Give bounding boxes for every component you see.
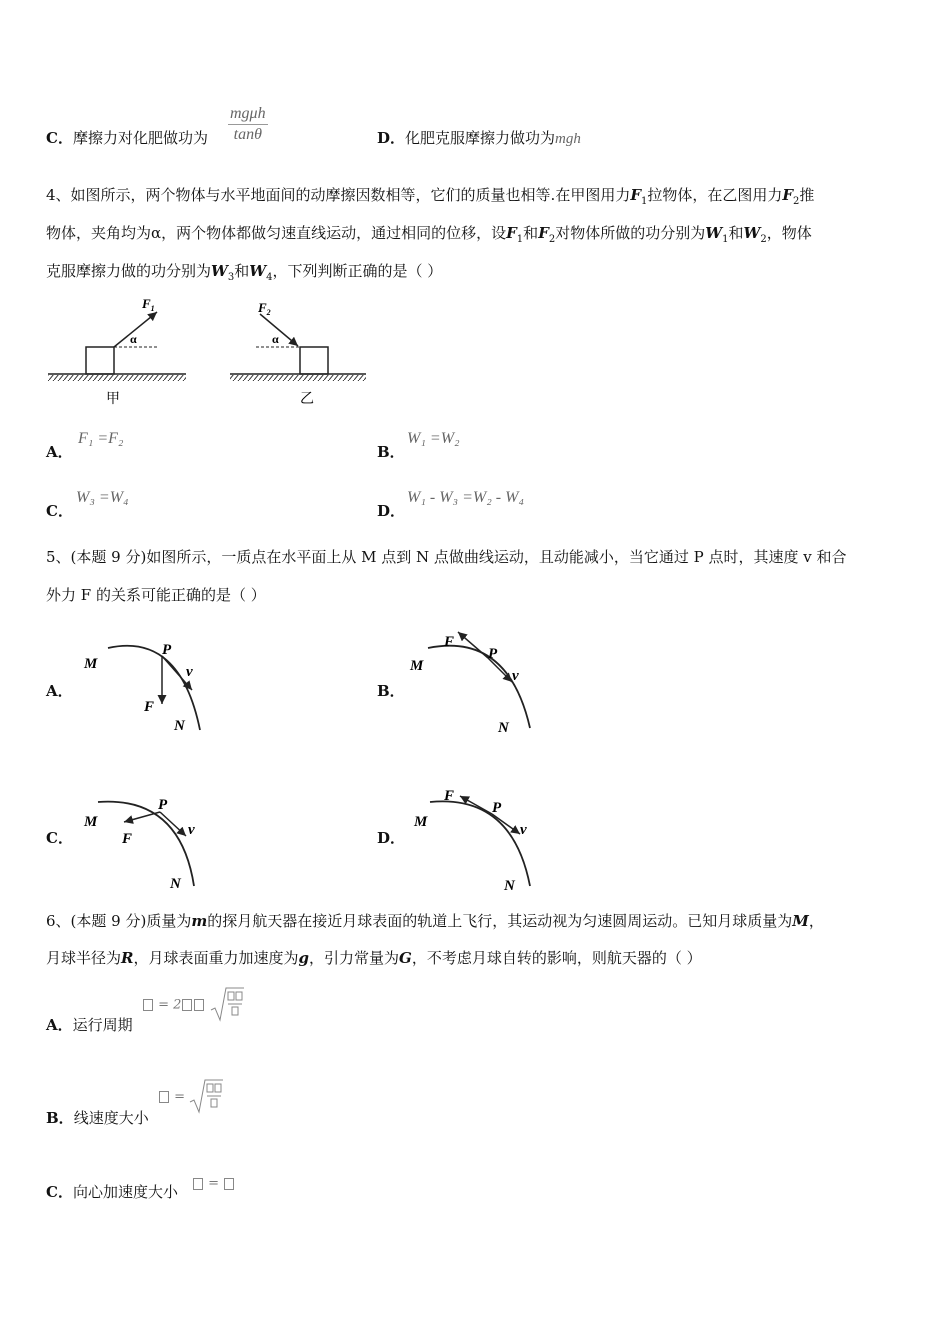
trajectory [428,646,530,728]
q6-stem-text: ，不考虑月球自转的影响，则航天器的（ ） [411,949,702,967]
q4-w4: W [249,262,267,280]
q3-option-c-label: C． [46,129,73,147]
q5-option-d-label: D． [377,829,406,847]
q4-option-d-formula: W₁ - W₃ =W₂ - W₄ [407,489,525,506]
q4-w3-sub: 3 [227,272,235,283]
q6-option-a-label: A． [46,1016,73,1034]
q4-f1: F [506,224,517,242]
q3-option-c [46,128,208,148]
label-p: P [162,642,172,658]
q3-option-c-numerator: mgμh [228,104,268,125]
q6-option-c-label: C． [46,1183,73,1201]
label-v: v [520,822,527,838]
q6-stem-line2 [46,948,908,968]
q4-stem-text: 物体，夹角均为α，两个物体都做匀速直线运动，通过相同的位移，设 [46,224,507,242]
q3-option-c-formula [228,104,268,145]
force-arrow [460,796,492,814]
force-arrow [124,812,160,822]
placeholder-glyph [193,1178,203,1190]
q6-option-a [46,1015,133,1035]
q3-option-d-text: 化肥克服摩擦力做功为 [405,129,556,147]
label-alpha-yi: α [272,332,279,346]
q5-stem-line1: 5、(本题 9 分)如图所示，一质点在水平面上从 M 点到 N 点做曲线运动，且动能减小，当它通过 P 点时，其速度 v 和合 [46,548,847,566]
q5-figure-a [80,632,220,742]
q6-option-c-text: 向心加速度大小 [72,1183,178,1201]
q4-stem-text: 和 [234,262,250,280]
q6-option-b-formula [158,1078,223,1116]
q6-stem-text: ， [808,912,824,930]
q4-stem-text: 4、如图所示，两个物体与水平地面间的动摩擦因数相等，它们的质量也相等.在甲图用力 [46,186,631,204]
q4-stem-text: ，物体 [766,224,812,242]
q4-w1-sub: 1 [722,234,729,245]
q6-option-c-formula-mid: = [208,1176,220,1191]
q3-option-c-denominator: tanθ [233,126,262,143]
q4-f2: F [782,186,794,204]
q3-option-c-text: 摩擦力对化肥做功为 [72,129,208,147]
q5-figure-d [408,782,548,894]
q6-stem-text: 月球半径为 [46,949,122,967]
q4-stem-line1 [46,185,908,212]
q4-option-d-label: D． [377,502,406,520]
q3-option-d-formula: mgh [555,131,581,147]
label-n: N [174,718,185,734]
q4-option-c-label: C． [46,502,73,520]
label-n: N [170,876,181,892]
label-m: M [414,814,428,830]
q4-stem-text: 克服摩擦力做的功分别为 [46,262,212,280]
q4-option-b-formula: W₁ =W₂ [407,430,460,447]
q6-stem-text: 6、(本题 9 分)质量为 [46,912,192,930]
q6-stem-text: 的探月航天器在接近月球表面的轨道上飞行，其运动视为匀速圆周运动。已知月球质量为 [207,912,793,930]
q6-stem-text: ，引力常量为 [309,949,400,967]
q4-stem-text: ，下列判断正确的是（ ） [272,262,443,280]
trajectory [98,802,194,886]
trajectory [430,801,530,886]
q4-w4-sub: 4 [266,272,273,283]
fig-yi [230,300,366,407]
label-n: N [498,720,509,736]
q4-w2-sub: 2 [760,234,767,245]
force-arrow-f2 [260,314,298,346]
placeholder-glyph [182,999,192,1011]
label-f: F [444,788,455,804]
q4-stem-line3 [46,261,908,288]
q4-stem-text: 和 [728,224,744,242]
label-m: M [410,658,424,674]
q5-option-a-label: A． [46,682,73,700]
sqrt-icon [189,1078,223,1116]
label-f: F [444,634,455,650]
q4-stem-text: 和 [523,224,539,242]
q5-option-b-label: B． [377,682,405,700]
q4-f2: F [538,224,549,242]
q4-stem-text: 推 [799,186,815,204]
q4-w1: W [705,224,723,242]
q4-w2: W [743,224,761,242]
q4-option-a-formula: F₁ =F₂ [78,430,124,447]
q4-option-b-label: B． [377,443,405,461]
q4-f1-sub: 1 [640,196,648,207]
placeholder-glyph [143,999,153,1011]
q6-R: R [121,949,134,967]
placeholder-glyph [159,1091,169,1103]
q5-figure-c [80,792,220,892]
q6-m: m [191,912,208,930]
sqrt-icon [210,986,244,1024]
velocity-arrow [492,814,520,834]
q4-option-c-formula: W₃ =W₄ [76,489,129,506]
q4-figures [44,290,374,410]
label-v: v [186,664,193,680]
q3-option-d [377,128,581,149]
label-p: P [492,800,502,816]
trajectory [108,646,200,730]
label-f2: $F_2$ [258,300,271,317]
q6-option-c-formula [192,1176,235,1191]
block-jia [86,347,114,374]
q4-f1: F [630,186,641,204]
q4-f2-sub: 2 [793,196,800,207]
q4-stem-text: 拉物体，在乙图用力 [647,186,783,204]
q5-option-c-label: C． [46,829,73,847]
q6-option-b-text: 线速度大小 [73,1109,149,1127]
q6-option-b-formula-mid: = [174,1089,186,1105]
q6-option-b-label: B． [46,1109,74,1127]
q6-stem-text: ，月球表面重力加速度为 [133,949,299,967]
block-yi [300,347,328,374]
placeholder-glyph [224,1178,234,1190]
q4-w3: W [211,262,228,280]
q5-figure-b [408,628,548,740]
q6-option-b [46,1108,149,1128]
placeholder-glyph [194,999,204,1011]
label-n: N [504,878,515,894]
label-f: F [122,831,133,847]
q4-f2-sub: 2 [548,234,556,245]
q6-option-c [46,1182,178,1202]
q6-option-a-formula-mid: = 2 [158,997,182,1013]
q6-stem-line1 [46,911,908,931]
fig-jia [48,296,186,407]
q6-M: M [792,912,809,930]
label-v: v [512,668,519,684]
force-arrow [458,632,488,658]
label-p: P [488,646,498,662]
label-p: P [158,797,168,813]
q4-f1-sub: 1 [516,234,524,245]
q4-option-a-label: A． [46,443,73,461]
label-v: v [188,822,195,838]
label-f: F [144,699,155,715]
velocity-arrow [160,812,186,836]
caption-jia: 甲 [106,392,120,407]
label-alpha-jia: α [130,332,137,346]
q3-option-d-label: D． [377,129,406,147]
caption-yi: 乙 [300,392,314,407]
label-f1: $F_1$ [142,296,155,313]
q6-option-a-formula [142,986,244,1024]
q6-option-a-text: 运行周期 [72,1016,133,1034]
q6-G: G [399,949,412,967]
label-m: M [84,814,98,830]
q4-stem-text: 对物体所做的功分别为 [555,224,706,242]
label-m: M [84,656,98,672]
q4-stem-line2 [46,223,908,250]
q6-g: g [298,949,309,967]
q5-stem-line2: 外力 F 的关系可能正确的是（ ） [46,586,266,604]
